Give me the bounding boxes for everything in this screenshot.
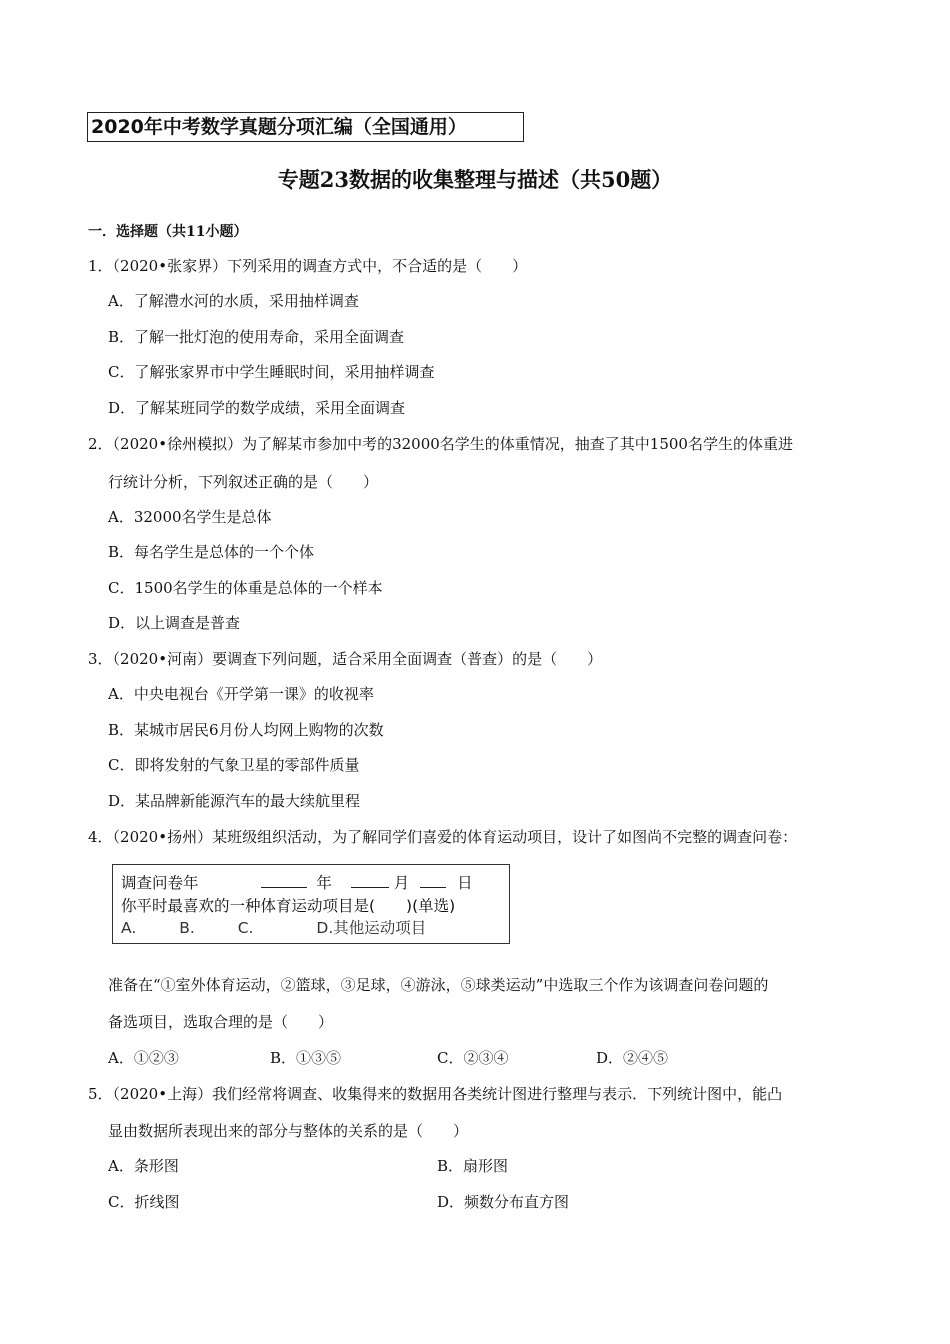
question-2-stem-line-2: 行统计分析，下列叙述正确的是（ ） — [108, 473, 379, 491]
question-2-stem-line-1: 2．（2020•徐州模拟）为了解某市参加中考的32000名学生的体重情况，抽查了其中1500名学生的体重进 — [88, 435, 793, 453]
question-4-text-line-1: 准备在“①室外体育运动，②篮球，③足球，④游泳，⑤球类运动”中选取三个作为该调查问卷问题的 — [108, 976, 769, 994]
section-heading: 一．选择题（共11小题） — [88, 224, 248, 240]
survey-option-b: B. — [179, 919, 195, 937]
compilation-title-box: 2020年中考数学真题分项汇编（全国通用） — [87, 112, 524, 142]
question-5-option-c: C．折线图 — [108, 1193, 180, 1211]
question-4-option-a: A．①②③ — [108, 1049, 179, 1067]
question-3-option-c: C．即将发射的气象卫星的零部件质量 — [108, 756, 360, 774]
question-2-option-b: B．每名学生是总体的一个个体 — [108, 543, 315, 561]
question-3-stem: 3．（2020•河南）要调查下列问题，适合采用全面调查（普查）的是（ ） — [88, 650, 603, 668]
question-4-option-c: C．②③④ — [437, 1049, 509, 1067]
question-2-option-c: C．1500名学生的体重是总体的一个样本 — [108, 579, 383, 597]
question-1-option-a: A．了解澧水河的水质，采用抽样调查 — [108, 292, 359, 310]
survey-options-row — [121, 918, 426, 938]
question-1-stem: 1．（2020•张家界）下列采用的调查方式中，不合适的是（ ） — [88, 257, 528, 275]
survey-question: 你平时最喜欢的一种体育运动项目是( )(单选) — [121, 897, 456, 915]
question-3-option-a: A．中央电视台《开学第一课》的收视率 — [108, 685, 374, 703]
question-5-option-b: B．扇形图 — [437, 1157, 509, 1175]
survey-title-row — [121, 873, 473, 893]
survey-questionnaire-figure — [112, 864, 510, 944]
survey-month-label: 月 — [393, 874, 410, 892]
survey-day-label: 日 — [457, 874, 473, 892]
survey-year-label: 年 — [316, 874, 332, 892]
question-1-option-c: C．了解张家界市中学生睡眠时间，采用抽样调查 — [108, 363, 435, 381]
question-1-option-b: B．了解一批灯泡的使用寿命，采用全面调查 — [108, 328, 405, 346]
question-4-stem: 4．（2020•扬州）某班级组织活动，为了解同学们喜爱的体育运动项目，设计了如图尚不完整的调查问卷： — [88, 828, 798, 846]
question-2-option-a: A．32000名学生是总体 — [108, 508, 272, 526]
question-5-stem-line-2: 显由数据所表现出来的部分与整体的关系的是（ ） — [108, 1122, 469, 1140]
question-2-option-d: D．以上调查是普查 — [108, 614, 241, 632]
year-blank — [261, 873, 307, 888]
month-blank — [351, 873, 389, 888]
page-title: 专题23数据的收集整理与描述（共50题） — [277, 167, 673, 192]
question-5-stem-line-1: 5．（2020•上海）我们经常将调查、收集得来的数据用各类统计图进行整理与表示．下列统计图中，能凸 — [88, 1085, 783, 1103]
question-3-option-b: B．某城市居民6月份人均网上购物的次数 — [108, 721, 384, 739]
question-4-option-b: B．①③⑤ — [270, 1049, 342, 1067]
survey-option-c: C. — [237, 919, 254, 937]
question-5-option-d: D．频数分布直方图 — [437, 1193, 570, 1211]
day-blank — [420, 873, 446, 888]
survey-option-a: A. — [121, 919, 137, 937]
question-3-option-d: D．某品牌新能源汽车的最大续航里程 — [108, 792, 361, 810]
question-5-option-a: A．条形图 — [108, 1157, 179, 1175]
survey-title: 调查问卷年 — [121, 874, 199, 892]
question-4-text-line-2: 备选项目，选取合理的是（ ） — [108, 1013, 334, 1031]
question-4-option-d: D．②④⑤ — [596, 1049, 669, 1067]
survey-option-d: D.其他运动项目 — [316, 919, 427, 937]
question-1-option-d: D．了解某班同学的数学成绩，采用全面调查 — [108, 399, 406, 417]
